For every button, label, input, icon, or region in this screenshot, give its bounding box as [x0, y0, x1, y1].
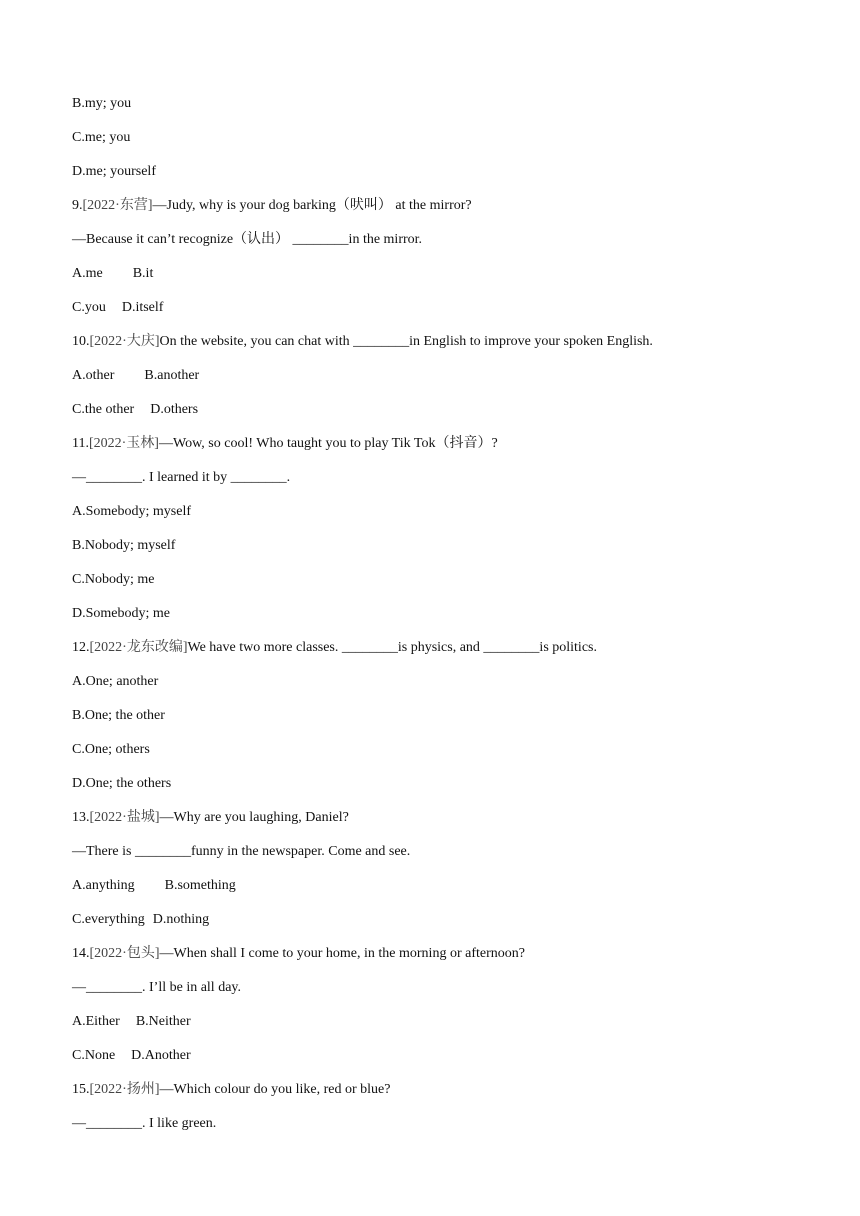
answer-text: —________. I like green.: [72, 1116, 217, 1131]
question-number: 9.: [72, 198, 83, 213]
answer-options-row: [72, 298, 792, 332]
answer-option: C.you: [72, 300, 106, 315]
question-stem: [72, 1080, 792, 1114]
answer-option: D.nothing: [152, 912, 210, 927]
question-source: [2022·包头]: [89, 946, 160, 961]
answer-option: B.another: [144, 368, 200, 383]
question-number: 10.: [72, 334, 90, 349]
answer-line: [72, 468, 792, 502]
question-source: [2022·龙东改编]: [89, 640, 188, 655]
question-number: 14.: [72, 946, 90, 961]
answer-options-row: [72, 264, 792, 298]
question-stem: [72, 434, 792, 468]
answer-text: —________. I’ll be in all day.: [72, 980, 242, 995]
answer-text: B.my; you: [72, 96, 132, 111]
question-text: We have two more classes. ________is physics, and ________is politics.: [187, 640, 597, 655]
answer-option: D.others: [150, 402, 199, 417]
question-stem: [72, 808, 792, 842]
answer-option: C.the other: [72, 402, 135, 417]
answer-line: [72, 1114, 792, 1148]
answer-text: —________. I learned it by ________.: [72, 470, 291, 485]
answer-line: [72, 706, 792, 740]
question-number: 11.: [72, 436, 89, 451]
answer-text: —Because it can’t recognize（认出） ________in the mirror.: [72, 232, 423, 247]
answer-line: [72, 842, 792, 876]
answer-line: [72, 162, 792, 196]
answer-line: [72, 672, 792, 706]
question-text: —When shall I come to your home, in the morning or afternoon?: [159, 946, 525, 961]
answer-options-row: [72, 366, 792, 400]
answer-option: A.Either: [72, 1014, 120, 1029]
answer-line: [72, 740, 792, 774]
answer-text: C.One; others: [72, 742, 150, 757]
answer-line: [72, 536, 792, 570]
answer-options-row: [72, 876, 792, 910]
question-text: On the website, you can chat with ________in English to improve your spoken English.: [159, 334, 653, 349]
answer-options-row: [72, 910, 792, 944]
answer-option: D.itself: [121, 300, 164, 315]
answer-text: B.One; the other: [72, 708, 165, 723]
answer-text: C.me; you: [72, 130, 131, 145]
question-source: [2022·盐城]: [89, 810, 160, 825]
answer-text: D.me; yourself: [72, 164, 156, 179]
answer-text: D.One; the others: [72, 776, 172, 791]
question-number: 13.: [72, 810, 90, 825]
answer-text: A.Somebody; myself: [72, 504, 191, 519]
answer-option: B.something: [164, 878, 236, 893]
answer-line: [72, 128, 792, 162]
answer-option: C.everything: [72, 912, 145, 927]
answer-text: C.Nobody; me: [72, 572, 155, 587]
answer-line: [72, 230, 792, 264]
answer-option: B.Neither: [135, 1014, 191, 1029]
question-stem: [72, 332, 792, 366]
answer-line: [72, 94, 792, 128]
answer-line: [72, 774, 792, 808]
answer-text: B.Nobody; myself: [72, 538, 176, 553]
answer-line: [72, 502, 792, 536]
question-source: [2022·东营]: [82, 198, 153, 213]
answer-line: [72, 570, 792, 604]
question-source: [2022·扬州]: [89, 1082, 160, 1097]
answer-options-row: [72, 1046, 792, 1080]
answer-option: D.Another: [131, 1048, 191, 1063]
answer-text: —There is ________funny in the newspaper. Come and see.: [72, 844, 411, 859]
worksheet-page: [72, 94, 792, 1148]
answer-line: [72, 604, 792, 638]
question-stem: [72, 196, 792, 230]
question-source: [2022·玉林]: [88, 436, 159, 451]
answer-options-row: [72, 1012, 792, 1046]
answer-option: A.anything: [72, 878, 135, 893]
answer-text: D.Somebody; me: [72, 606, 170, 621]
answer-option: A.me: [72, 266, 103, 281]
question-text: —Judy, why is your dog barking（吠叫） at the mirror?: [152, 198, 472, 213]
question-text: —Which colour do you like, red or blue?: [159, 1082, 391, 1097]
answer-line: [72, 978, 792, 1012]
question-stem: [72, 638, 792, 672]
question-number: 12.: [72, 640, 90, 655]
question-text: —Wow, so cool! Who taught you to play Tik Tok（抖音）?: [158, 436, 498, 451]
question-number: 15.: [72, 1082, 90, 1097]
answer-option: B.it: [132, 266, 154, 281]
answer-text: A.One; another: [72, 674, 159, 689]
question-stem: [72, 944, 792, 978]
answer-options-row: [72, 400, 792, 434]
answer-option: A.other: [72, 368, 115, 383]
answer-option: C.None: [72, 1048, 116, 1063]
question-source: [2022·大庆]: [89, 334, 160, 349]
question-text: —Why are you laughing, Daniel?: [159, 810, 349, 825]
